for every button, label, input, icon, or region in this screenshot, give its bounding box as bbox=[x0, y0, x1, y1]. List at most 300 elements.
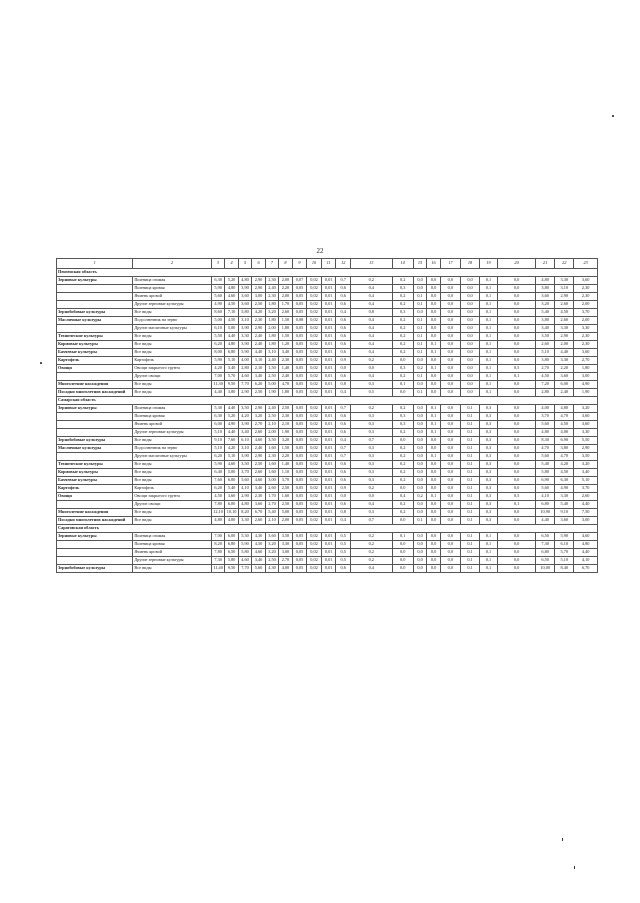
value-cell: 2,40 bbox=[555, 389, 574, 397]
value-cell: 0,02 bbox=[307, 461, 322, 469]
value-cell: 5,60 bbox=[238, 477, 251, 485]
value-cell: 0,02 bbox=[307, 405, 322, 413]
value-cell: 3,20 bbox=[265, 549, 278, 557]
crop-type: Все виды bbox=[133, 477, 212, 485]
value-cell: 0,2 bbox=[392, 293, 413, 301]
value-cell: 5,30 bbox=[211, 405, 224, 413]
value-cell: 3,10 bbox=[238, 317, 251, 325]
value-cell: 0,0 bbox=[498, 461, 536, 469]
value-cell: 0,0 bbox=[392, 517, 413, 525]
value-cell: 0,01 bbox=[321, 405, 336, 413]
value-cell: 4,00 bbox=[279, 565, 292, 573]
value-cell: 4,80 bbox=[211, 517, 224, 525]
value-cell: 1,70 bbox=[265, 493, 278, 501]
value-cell: 0,0 bbox=[427, 325, 440, 333]
value-cell: 0,0 bbox=[427, 557, 440, 565]
value-cell: 0,0 bbox=[440, 381, 460, 389]
value-cell: 4,60 bbox=[238, 373, 251, 381]
value-cell: 0,05 bbox=[292, 557, 307, 565]
value-cell: 2,10 bbox=[252, 365, 265, 373]
value-cell: 0,3 bbox=[351, 453, 393, 461]
value-cell: 5,40 bbox=[536, 461, 555, 469]
value-cell: 0,01 bbox=[321, 381, 336, 389]
crop-group: Многолетние насаждения bbox=[57, 509, 133, 517]
value-cell: 0,0 bbox=[498, 301, 536, 309]
header-row bbox=[57, 259, 598, 269]
value-cell: 6,10 bbox=[211, 325, 224, 333]
value-cell: 2,00 bbox=[265, 325, 278, 333]
value-cell: 2,60 bbox=[252, 517, 265, 525]
value-cell: 0,3 bbox=[480, 477, 498, 485]
value-cell: 0,1 bbox=[413, 333, 426, 341]
value-cell: 0,01 bbox=[321, 333, 336, 341]
value-cell: 0,1 bbox=[480, 565, 498, 573]
value-cell: 0,0 bbox=[413, 453, 426, 461]
value-cell: 1,90 bbox=[574, 389, 598, 397]
value-cell: 4,60 bbox=[252, 477, 265, 485]
value-cell: 0,6 bbox=[336, 325, 351, 333]
value-cell: 0,0 bbox=[427, 469, 440, 477]
value-cell: 0,0 bbox=[498, 541, 536, 549]
crop-type: Все виды bbox=[133, 333, 212, 341]
value-cell: 7,70 bbox=[238, 565, 251, 573]
value-cell: 0,05 bbox=[292, 381, 307, 389]
value-cell: 1,10 bbox=[279, 469, 292, 477]
crop-group: Зерновые культуры bbox=[57, 405, 133, 413]
value-cell: 3,30 bbox=[279, 541, 292, 549]
value-cell: 0,0 bbox=[427, 485, 440, 493]
column-number: 7 bbox=[265, 259, 278, 269]
value-cell: 3,10 bbox=[252, 357, 265, 365]
value-cell: 3,20 bbox=[279, 437, 292, 445]
crop-group: Масличные культуры bbox=[57, 317, 133, 325]
value-cell: 5,90 bbox=[238, 349, 251, 357]
value-cell: 2,90 bbox=[574, 445, 598, 453]
value-cell: 8,40 bbox=[555, 565, 574, 573]
value-cell: 0,0 bbox=[392, 541, 413, 549]
page-number: 22 bbox=[316, 247, 324, 255]
value-cell: 0,0 bbox=[440, 285, 460, 293]
value-cell: 0,0 bbox=[440, 445, 460, 453]
value-cell: 0,7 bbox=[351, 437, 393, 445]
value-cell: 0,01 bbox=[321, 373, 336, 381]
value-cell: 0,4 bbox=[392, 493, 413, 501]
value-cell: 0,05 bbox=[292, 405, 307, 413]
table-row bbox=[57, 565, 598, 573]
value-cell: 2,20 bbox=[279, 453, 292, 461]
value-cell: 3,60 bbox=[555, 517, 574, 525]
value-cell: 0,0 bbox=[392, 389, 413, 397]
value-cell: 0,02 bbox=[307, 317, 322, 325]
value-cell: 1,80 bbox=[265, 341, 278, 349]
value-cell: 0,0 bbox=[427, 373, 440, 381]
value-cell: 0,02 bbox=[307, 309, 322, 317]
crop-group: Зернобобовые культуры bbox=[57, 309, 133, 317]
value-cell: 0,0 bbox=[498, 381, 536, 389]
value-cell: 0,2 bbox=[392, 469, 413, 477]
value-cell: 0,1 bbox=[480, 365, 498, 373]
value-cell: 5,80 bbox=[536, 469, 555, 477]
value-cell: 0,05 bbox=[292, 285, 307, 293]
value-cell: 0,6 bbox=[336, 285, 351, 293]
value-cell: 0,4 bbox=[351, 373, 393, 381]
value-cell: 3,30 bbox=[238, 333, 251, 341]
value-cell: 0,05 bbox=[292, 341, 307, 349]
value-cell: 0,1 bbox=[460, 461, 479, 469]
value-cell: 3,20 bbox=[574, 461, 598, 469]
value-cell: 0,0 bbox=[498, 333, 536, 341]
value-cell: 5,30 bbox=[238, 533, 251, 541]
value-cell: 0,0 bbox=[427, 549, 440, 557]
column-number: 17 bbox=[440, 259, 460, 269]
value-cell: 0,01 bbox=[321, 341, 336, 349]
value-cell: 3,30 bbox=[555, 357, 574, 365]
value-cell: 3,40 bbox=[238, 429, 251, 437]
value-cell: 0,7 bbox=[336, 453, 351, 461]
value-cell: 1,80 bbox=[574, 365, 598, 373]
value-cell: 5,90 bbox=[555, 533, 574, 541]
value-cell: 0,4 bbox=[336, 437, 351, 445]
value-cell: 1,80 bbox=[265, 333, 278, 341]
value-cell: 4,80 bbox=[225, 285, 238, 293]
value-cell: 0,0 bbox=[427, 477, 440, 485]
value-cell: 0,0 bbox=[427, 533, 440, 541]
value-cell: 0,0 bbox=[498, 405, 536, 413]
value-cell: 0,4 bbox=[351, 341, 393, 349]
value-cell: 0,0 bbox=[440, 333, 460, 341]
column-number: 23 bbox=[574, 259, 598, 269]
value-cell: 0,7 bbox=[336, 277, 351, 285]
value-cell: 5,00 bbox=[225, 469, 238, 477]
value-cell: 5,20 bbox=[225, 277, 238, 285]
value-cell: 0,05 bbox=[292, 389, 307, 397]
value-cell: 3,60 bbox=[238, 301, 251, 309]
value-cell: 0,0 bbox=[413, 437, 426, 445]
value-cell: 0,0 bbox=[427, 309, 440, 317]
crop-group: Бахчевые культуры bbox=[57, 477, 133, 485]
value-cell: 5,80 bbox=[225, 557, 238, 565]
value-cell: 0,0 bbox=[413, 357, 426, 365]
value-cell: 0,3 bbox=[480, 453, 498, 461]
value-cell: 0,0 bbox=[413, 509, 426, 517]
value-cell: 0,1 bbox=[480, 541, 498, 549]
value-cell: 0,0 bbox=[440, 565, 460, 573]
table-row bbox=[57, 501, 598, 509]
value-cell: 0,1 bbox=[480, 533, 498, 541]
value-cell: 0,01 bbox=[321, 485, 336, 493]
value-cell: 6,50 bbox=[225, 549, 238, 557]
value-cell: 4,00 bbox=[536, 405, 555, 413]
value-cell: 7,00 bbox=[211, 533, 224, 541]
value-cell: 0,1 bbox=[460, 437, 479, 445]
value-cell: 5,60 bbox=[536, 421, 555, 429]
table-row bbox=[57, 461, 598, 469]
crop-group bbox=[57, 413, 133, 421]
value-cell: 0,01 bbox=[321, 509, 336, 517]
value-cell: 0,2 bbox=[351, 485, 393, 493]
crop-type: Пшеница озимая bbox=[133, 277, 212, 285]
value-cell: 0,3 bbox=[351, 461, 393, 469]
value-cell: 2,30 bbox=[265, 293, 278, 301]
value-cell: 2,90 bbox=[238, 493, 251, 501]
value-cell: 4,80 bbox=[536, 429, 555, 437]
value-cell: 6,00 bbox=[225, 501, 238, 509]
value-cell: 2,30 bbox=[574, 285, 598, 293]
crop-type: Пшеница яровая bbox=[133, 285, 212, 293]
crop-group bbox=[57, 421, 133, 429]
value-cell: 0,2 bbox=[392, 405, 413, 413]
value-cell: 5,80 bbox=[238, 549, 251, 557]
value-cell: 2,40 bbox=[279, 373, 292, 381]
column-number: 8 bbox=[279, 259, 292, 269]
value-cell: 0,0 bbox=[498, 429, 536, 437]
crop-type: Все виды bbox=[133, 565, 212, 573]
value-cell: 0,02 bbox=[307, 453, 322, 461]
value-cell: 0,05 bbox=[292, 469, 307, 477]
value-cell: 0,0 bbox=[460, 341, 479, 349]
crop-type: Все виды bbox=[133, 381, 212, 389]
value-cell: 0,0 bbox=[498, 357, 536, 365]
value-cell: 7,20 bbox=[536, 381, 555, 389]
value-cell: 0,07 bbox=[292, 277, 307, 285]
value-cell: 0,0 bbox=[440, 429, 460, 437]
value-cell: 0,1 bbox=[427, 341, 440, 349]
crop-type: Другие масличные культуры bbox=[133, 453, 212, 461]
value-cell: 5,00 bbox=[211, 317, 224, 325]
value-cell: 0,5 bbox=[498, 365, 536, 373]
value-cell: 5,90 bbox=[238, 541, 251, 549]
value-cell: 1,60 bbox=[279, 493, 292, 501]
column-number: 13 bbox=[351, 259, 393, 269]
value-cell: 3,10 bbox=[555, 285, 574, 293]
value-cell: 3,40 bbox=[536, 325, 555, 333]
table-row bbox=[57, 293, 598, 301]
value-cell: 2,60 bbox=[265, 485, 278, 493]
value-cell: 0,01 bbox=[321, 493, 336, 501]
value-cell: 0,05 bbox=[292, 565, 307, 573]
value-cell: 1,50 bbox=[279, 317, 292, 325]
value-cell: 0,2 bbox=[413, 365, 426, 373]
value-cell: 0,1 bbox=[460, 533, 479, 541]
value-cell: 4,50 bbox=[536, 373, 555, 381]
value-cell: 6,30 bbox=[555, 477, 574, 485]
value-cell: 0,01 bbox=[321, 477, 336, 485]
crop-group: Зерновые культуры bbox=[57, 277, 133, 285]
value-cell: 1,50 bbox=[279, 445, 292, 453]
value-cell: 9,50 bbox=[225, 565, 238, 573]
value-cell: 8,30 bbox=[536, 437, 555, 445]
value-cell: 0,0 bbox=[413, 429, 426, 437]
value-cell: 0,05 bbox=[292, 541, 307, 549]
value-cell: 3,60 bbox=[225, 493, 238, 501]
value-cell: 0,6 bbox=[336, 349, 351, 357]
value-cell: 7,80 bbox=[211, 501, 224, 509]
value-cell: 3,60 bbox=[252, 501, 265, 509]
value-cell: 2,90 bbox=[238, 389, 251, 397]
value-cell: 0,6 bbox=[336, 461, 351, 469]
value-cell: 0,01 bbox=[321, 565, 336, 573]
value-cell: 4,20 bbox=[555, 461, 574, 469]
value-cell: 0,3 bbox=[480, 517, 498, 525]
value-cell: 0,02 bbox=[307, 357, 322, 365]
value-cell: 0,05 bbox=[292, 349, 307, 357]
value-cell: 0,1 bbox=[413, 293, 426, 301]
crop-group: Технические культуры bbox=[57, 461, 133, 469]
value-cell: 0,2 bbox=[351, 405, 393, 413]
value-cell: 7,00 bbox=[211, 373, 224, 381]
value-cell: 7,60 bbox=[225, 437, 238, 445]
value-cell: 0,3 bbox=[351, 421, 393, 429]
value-cell: 6,20 bbox=[211, 453, 224, 461]
value-cell: 1,50 bbox=[279, 333, 292, 341]
value-cell: 4,70 bbox=[555, 453, 574, 461]
value-cell: 4,50 bbox=[252, 541, 265, 549]
value-cell: 7,70 bbox=[238, 381, 251, 389]
value-cell: 4,60 bbox=[225, 293, 238, 301]
value-cell: 0,0 bbox=[427, 437, 440, 445]
value-cell: 3,10 bbox=[238, 445, 251, 453]
value-cell: 0,2 bbox=[392, 349, 413, 357]
value-cell: 9,10 bbox=[211, 437, 224, 445]
value-cell: 0,1 bbox=[413, 301, 426, 309]
value-cell: 3,10 bbox=[265, 349, 278, 357]
value-cell: 0,0 bbox=[460, 381, 479, 389]
value-cell: 2,40 bbox=[252, 341, 265, 349]
value-cell: 6,90 bbox=[555, 437, 574, 445]
value-cell: 2,70 bbox=[279, 557, 292, 565]
table-row bbox=[57, 445, 598, 453]
crop-type: Картофель bbox=[133, 357, 212, 365]
value-cell: 0,0 bbox=[440, 365, 460, 373]
value-cell: 6,30 bbox=[211, 277, 224, 285]
value-cell: 4,40 bbox=[211, 389, 224, 397]
value-cell: 2,00 bbox=[279, 517, 292, 525]
value-cell: 3,80 bbox=[555, 445, 574, 453]
value-cell: 2,60 bbox=[252, 469, 265, 477]
crop-type: Подсолнечник на зерно bbox=[133, 317, 212, 325]
value-cell: 0,0 bbox=[440, 421, 460, 429]
crop-group: Овощи bbox=[57, 365, 133, 373]
value-cell: 0,1 bbox=[427, 365, 440, 373]
value-cell: 0,0 bbox=[427, 541, 440, 549]
region-name: Саратовская область bbox=[57, 525, 598, 533]
value-cell: 0,01 bbox=[321, 365, 336, 373]
column-number: 22 bbox=[555, 259, 574, 269]
value-cell: 0,0 bbox=[392, 357, 413, 365]
value-cell: 0,3 bbox=[480, 461, 498, 469]
value-cell: 2,50 bbox=[252, 389, 265, 397]
value-cell: 0,3 bbox=[480, 469, 498, 477]
value-cell: 3,40 bbox=[252, 373, 265, 381]
value-cell: 0,9 bbox=[336, 485, 351, 493]
value-cell: 6,30 bbox=[211, 413, 224, 421]
column-number: 18 bbox=[460, 259, 479, 269]
value-cell: 0,8 bbox=[336, 381, 351, 389]
value-cell: 4,50 bbox=[225, 301, 238, 309]
value-cell: 4,60 bbox=[252, 549, 265, 557]
table-row bbox=[57, 389, 598, 397]
value-cell: 0,1 bbox=[392, 381, 413, 389]
value-cell: 0,01 bbox=[321, 445, 336, 453]
value-cell: 1,60 bbox=[265, 469, 278, 477]
value-cell: 0,0 bbox=[413, 285, 426, 293]
value-cell: 0,1 bbox=[460, 541, 479, 549]
value-cell: 0,0 bbox=[427, 389, 440, 397]
value-cell: 0,02 bbox=[307, 549, 322, 557]
value-cell: 5,40 bbox=[536, 309, 555, 317]
value-cell: 0,02 bbox=[307, 277, 322, 285]
value-cell: 0,3 bbox=[392, 421, 413, 429]
crop-group bbox=[57, 429, 133, 437]
value-cell: 3,00 bbox=[574, 373, 598, 381]
value-cell: 0,01 bbox=[321, 301, 336, 309]
value-cell: 0,1 bbox=[460, 549, 479, 557]
value-cell: 2,40 bbox=[265, 285, 278, 293]
crop-type: Другие масличные культуры bbox=[133, 325, 212, 333]
value-cell: 0,0 bbox=[336, 493, 351, 501]
column-number: 9 bbox=[292, 259, 307, 269]
value-cell: 0,05 bbox=[292, 413, 307, 421]
value-cell: 0,1 bbox=[480, 293, 498, 301]
value-cell: 0,1 bbox=[480, 381, 498, 389]
value-cell: 0,1 bbox=[480, 333, 498, 341]
value-cell: 4,90 bbox=[211, 301, 224, 309]
value-cell: 3,60 bbox=[574, 413, 598, 421]
value-cell: 0,0 bbox=[440, 349, 460, 357]
value-cell: 0,4 bbox=[351, 285, 393, 293]
value-cell: 0,0 bbox=[413, 461, 426, 469]
crop-group bbox=[57, 549, 133, 557]
value-cell: 6,00 bbox=[225, 533, 238, 541]
value-cell: 4,90 bbox=[225, 421, 238, 429]
value-cell: 2,70 bbox=[252, 421, 265, 429]
value-cell: 0,0 bbox=[498, 285, 536, 293]
value-cell: 3,30 bbox=[555, 277, 574, 285]
value-cell: 0,01 bbox=[321, 549, 336, 557]
value-cell: 0,2 bbox=[351, 533, 393, 541]
value-cell: 0,2 bbox=[392, 341, 413, 349]
value-cell: 0,05 bbox=[292, 501, 307, 509]
value-cell: 0,1 bbox=[480, 341, 498, 349]
column-number: 10 bbox=[307, 259, 322, 269]
value-cell: 0,0 bbox=[392, 549, 413, 557]
value-cell: 0,0 bbox=[440, 301, 460, 309]
value-cell: 0,0 bbox=[440, 493, 460, 501]
value-cell: 0,1 bbox=[460, 485, 479, 493]
value-cell: 0,4 bbox=[336, 309, 351, 317]
value-cell: 0,2 bbox=[392, 373, 413, 381]
value-cell: 4,80 bbox=[238, 277, 251, 285]
value-cell: 4,20 bbox=[211, 365, 224, 373]
value-cell: 0,05 bbox=[292, 485, 307, 493]
value-cell: 4,40 bbox=[225, 405, 238, 413]
value-cell: 0,0 bbox=[427, 317, 440, 325]
value-cell: 0,05 bbox=[292, 509, 307, 517]
value-cell: 4,80 bbox=[225, 341, 238, 349]
value-cell: 0,1 bbox=[413, 325, 426, 333]
crop-type: Все виды bbox=[133, 469, 212, 477]
value-cell: 2,50 bbox=[279, 485, 292, 493]
value-cell: 3,90 bbox=[238, 453, 251, 461]
crop-group: Кормовые культуры bbox=[57, 469, 133, 477]
value-cell: 6,10 bbox=[238, 437, 251, 445]
region-row bbox=[57, 525, 598, 533]
value-cell: 0,0 bbox=[427, 357, 440, 365]
value-cell: 8,00 bbox=[211, 349, 224, 357]
value-cell: 2,30 bbox=[279, 413, 292, 421]
table-row bbox=[57, 509, 598, 517]
crop-type: Другие зерновые культуры bbox=[133, 301, 212, 309]
